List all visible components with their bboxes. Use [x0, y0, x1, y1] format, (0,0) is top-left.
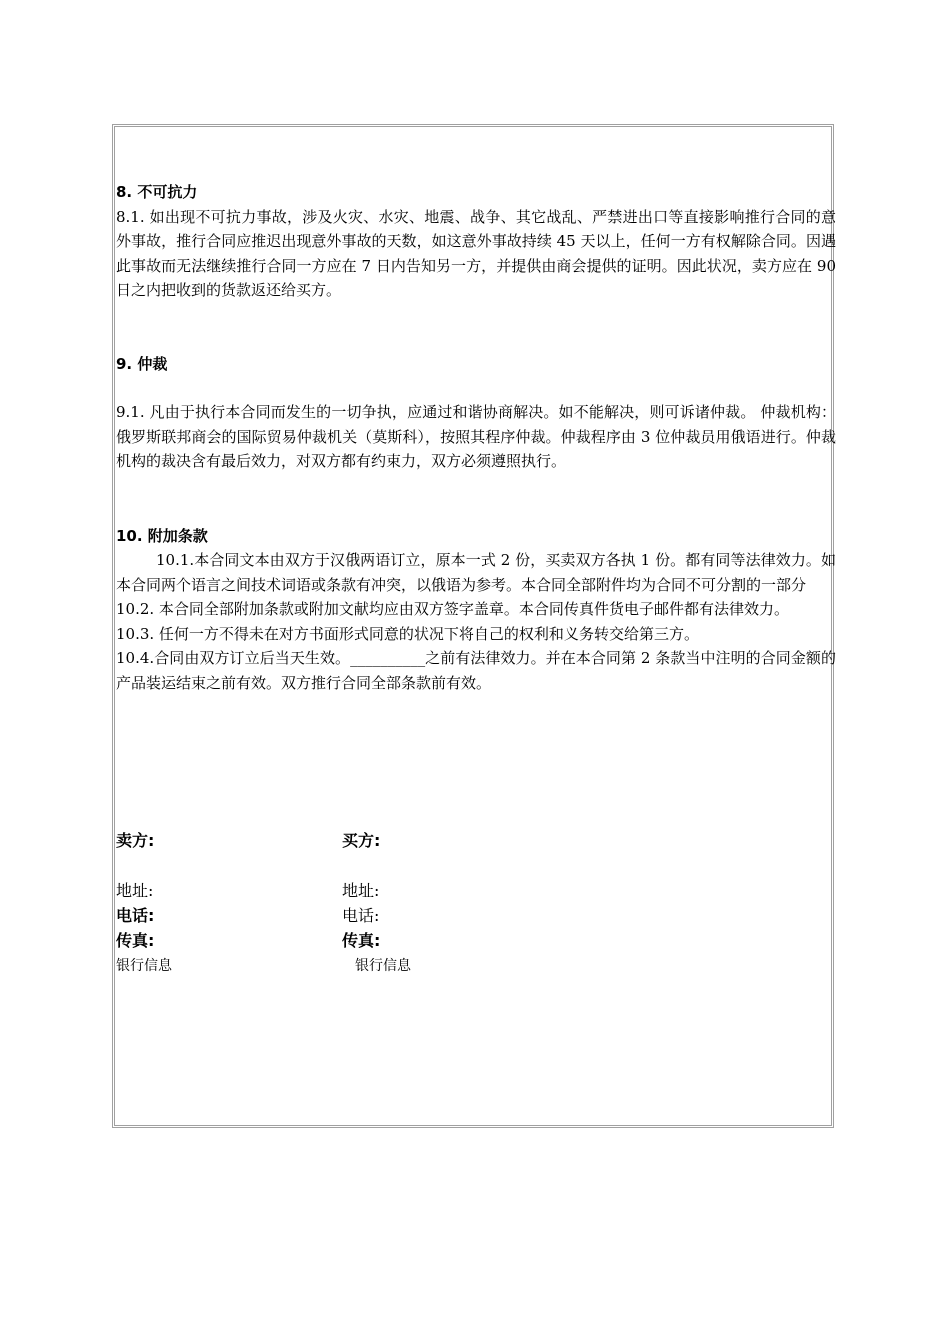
seller-phone-label: 电话:	[116, 906, 155, 925]
buyer-fax-label: 传真:	[342, 931, 381, 950]
section-8-heading: 8. 不可抗力	[116, 183, 198, 201]
clause-10-1: 10.1.本合同文本由双方于汉俄两语订立，原本一式 2 份，买卖双方各执 1 份。都有同等法律效力。如本合同两个语言之间技术词语或条款有冲突，以俄语为参考。本合同全部附件均为合同不可分割的一部分	[116, 551, 836, 594]
clause-10-4: 10.4.合同由双方订立后当天生效。__________之前有法律效力。并在本合同第 2 条款当中注明的合同金额的产品装运结束之前有效。双方推行合同全部条款前有效。	[116, 649, 836, 692]
seller-label: 卖方:	[116, 831, 155, 850]
buyer-bank-info: 银行信息	[355, 958, 411, 974]
seller-bank-info: 银行信息	[116, 958, 172, 974]
clause-10-3: 10.3. 任何一方不得未在对方书面形式同意的状况下将自己的权利和义务转交给第三方。	[116, 624, 699, 643]
buyer-phone-label: 电话:	[342, 906, 380, 925]
section-10-heading: 10. 附加条款	[116, 526, 208, 545]
clause-10-2: 10.2. 本合同全部附加条款或附加文献均应由双方签字盖章。本合同传真件货电子邮件都有法律效力。	[116, 600, 789, 618]
clause-8-1: 8.1. 如出现不可抗力事故，涉及火灾、水灾、地震、战争、其它战乱、严禁进出口等直接影响推行合同的意外事故，推行合同应推迟出现意外事故的天数，如这意外事故持续 45 天以上，任何一方有权解除合同。因遇此事故而无法继续推行合同一方应在 7 日内告知另一方，并提供由商会提供的证明。因此状况，卖方应在 90 日之内把收到的货款返还给买方。	[116, 207, 836, 299]
seller-fax-label: 传真:	[116, 931, 155, 950]
buyer-label: 买方:	[342, 831, 381, 850]
seller-address-label: 地址:	[116, 881, 154, 900]
buyer-address-label: 地址:	[342, 881, 380, 900]
contract-body	[116, 180, 836, 695]
clause-9-1: 9.1. 凡由于执行本合同而发生的一切争执，应通过和谐协商解决。如不能解决，则可诉诸仲裁。 仲裁机构：俄罗斯联邦商会的国际贸易仲裁机关（莫斯科），按照其程序仲裁。仲裁程序由 3 位仲裁员用俄语进行。仲裁机构的裁决含有最后效力，对双方都有约束力，双方必须遵照执行。	[116, 403, 836, 470]
section-9-heading: 9. 仲裁	[116, 354, 168, 373]
